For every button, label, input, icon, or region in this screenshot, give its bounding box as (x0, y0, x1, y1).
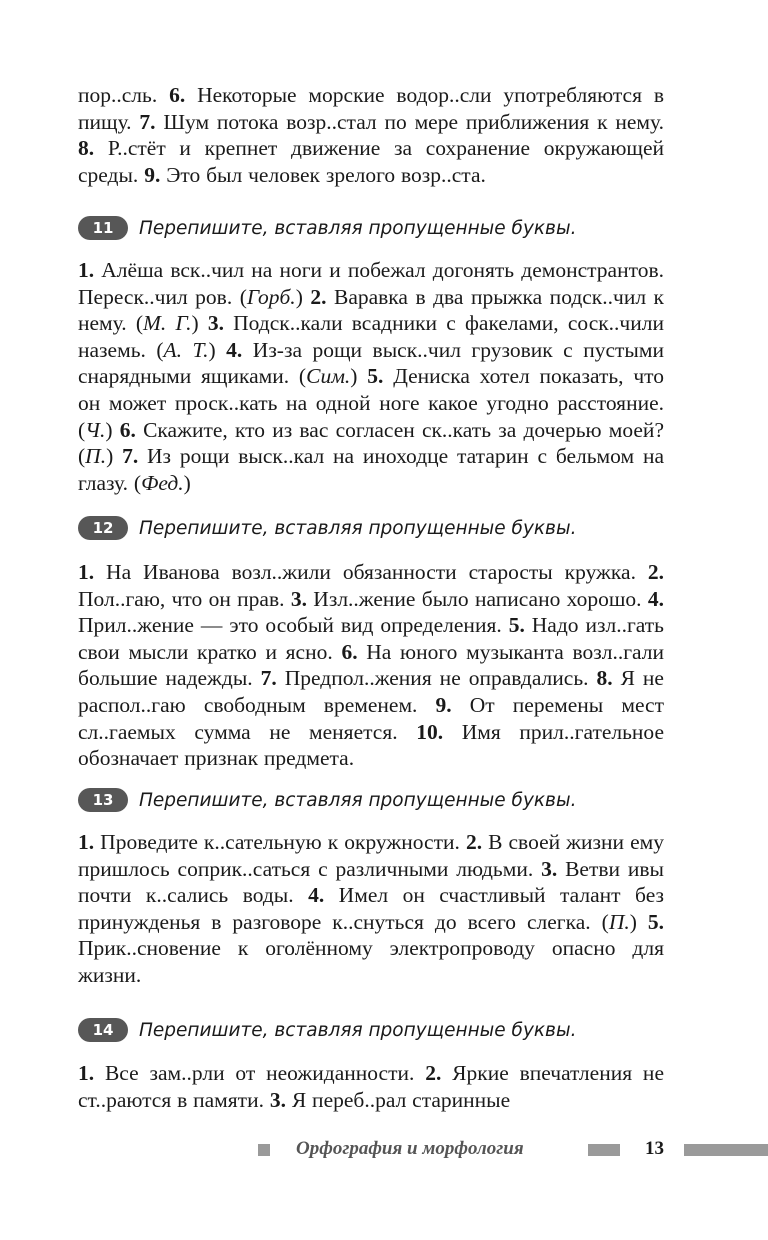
sentence-text: В своей жизни ему пришлось соприк..саться с различными людьми. (78, 830, 665, 881)
item-number: 7. (139, 109, 156, 134)
footer-square-marker (258, 1144, 270, 1156)
sentence-text: Яркие впечатления не ст..раются в памяти. (78, 1061, 664, 1112)
task-11-text (78, 257, 664, 496)
task-instruction: Перепишите, вставляя пропущенные буквы. (139, 789, 577, 811)
sentence-text: На юного музыканта возл..гали большие надежды. (78, 639, 664, 691)
item-number: 2. (465, 830, 483, 854)
footer-bar-marker (588, 1144, 620, 1156)
sentence-text: ) (350, 364, 368, 389)
task-instruction: Перепишите, вставляя пропущенные буквы. (139, 1019, 577, 1041)
sentence-text: пор..сль. (78, 83, 170, 107)
item-number: 9. (144, 162, 161, 187)
item-number: 2. (647, 560, 664, 584)
sentence-text: На Иванова возл..жили обязанности старосты кружка. (94, 560, 648, 584)
task-number-badge: 13 (78, 788, 128, 812)
task-12-header (78, 512, 576, 544)
sentence-text: Все зам..рли от неожиданности. (94, 1061, 426, 1085)
sentence-text: ) (191, 311, 208, 336)
sentence-text: Прик..сновение к оголённому электропроводу опасно для жизни. (78, 936, 664, 987)
task-number-badge: 11 (78, 216, 128, 240)
author-attribution: П. (85, 444, 107, 469)
sentence-text: Это был человек зрелого возр..ста. (160, 162, 486, 187)
sentence-text: Ветви ивы почти к..сались воды. (78, 856, 664, 908)
author-attribution: М. Г. (142, 311, 192, 336)
item-number: 9. (435, 692, 452, 717)
sentence-text: Подск..кали всадники с факелами, соск..чили наземь. ( (78, 311, 664, 362)
item-number: 6. (169, 83, 186, 107)
task-number-badge: 14 (78, 1018, 128, 1042)
author-attribution: Сим. (306, 364, 351, 389)
sentence-text: Пол..гаю, что он прав. (78, 586, 291, 611)
item-number: 2. (310, 284, 327, 309)
author-attribution: Ч. (85, 417, 106, 442)
sentence-text: Надо изл..гать свои мысли кратко и ясно. (78, 613, 664, 664)
task-10-continuation (78, 82, 664, 188)
sentence-text: Проведите к..сательную к окружности. (94, 830, 466, 854)
sentence-text: Дениска хотел показать, что он может проск..кать на одной ноге какое угодно расстояние. ( (78, 364, 664, 442)
author-attribution: Фед. (141, 470, 184, 495)
sentence-text: Я не распол..гаю свободным временем. (78, 666, 664, 717)
item-number: 3. (269, 1087, 286, 1112)
sentence-text: Р..стёт и крепнет движение за сохранение окружающей среды. (78, 136, 664, 187)
item-number: 8. (78, 136, 95, 161)
author-attribution: А. Т. (163, 337, 209, 362)
author-attribution: П. (608, 909, 630, 934)
sentence-text: Предпол..жения не оправдались. (276, 666, 597, 691)
footer-bar-marker (684, 1144, 768, 1156)
item-number: 3. (541, 856, 558, 881)
page-number: 13 (645, 1138, 664, 1159)
item-number: 7. (122, 444, 139, 469)
sentence-text: Некоторые морские водор..сли употребляются в пищу. (78, 83, 664, 134)
item-number: 1. (78, 1061, 95, 1085)
item-number: 10. (416, 719, 444, 744)
sentence-text: Варавка в два прыжка подск..чил к нему. ( (78, 284, 664, 336)
item-number: 3. (207, 311, 224, 336)
sentence-text: ) (295, 284, 311, 309)
item-number: 1. (78, 258, 95, 282)
item-number: 5. (508, 613, 525, 638)
sentence-text: Из рощи выск..кал на иноходце татарин с бельмом на глазу. ( (78, 444, 664, 495)
sentence-text: Изл..жение было написано хорошо. (306, 586, 648, 611)
item-number: 1. (78, 830, 95, 854)
page-footer (0, 1138, 768, 1164)
running-section-title: Орфография и морфология (296, 1138, 524, 1159)
task-12-text (78, 559, 664, 772)
task-14-text (78, 1060, 664, 1113)
item-number: 5. (367, 364, 384, 389)
sentence-text: Из-за рощи выск..чил грузовик с пустыми снарядными ящиками. ( (78, 337, 664, 389)
task-number-badge: 12 (78, 516, 128, 540)
task-14-header (78, 1014, 576, 1046)
sentence-text: ) (208, 337, 227, 362)
task-instruction: Перепишите, вставляя пропущенные буквы. (139, 217, 577, 239)
item-number: 4. (647, 586, 664, 611)
sentence-text: Имел он счастливый талант без принужденья в разговоре к..снуться до всего слегка. ( (78, 883, 665, 934)
sentence-text: Прил..жение — это особый вид определения. (78, 613, 509, 638)
task-instruction: Перепишите, вставляя пропущенные буквы. (139, 517, 577, 539)
sentence-text: ) (106, 444, 123, 469)
item-number: 6. (341, 639, 358, 664)
sentence-text: ) (183, 470, 191, 495)
item-number: 4. (308, 883, 325, 908)
sentence-text: ) (105, 417, 120, 442)
item-number: 4. (226, 337, 243, 362)
item-number: 1. (78, 560, 95, 584)
sentence-text: Шум потока возр..стал по мере приближения к нему. (155, 109, 664, 134)
item-number: 6. (119, 417, 136, 442)
item-number: 3. (290, 586, 307, 611)
task-11-header (78, 212, 576, 244)
sentence-text: Алёша вск..чил на ноги и побежал догонять демонстрантов. Переск..чил ров. ( (78, 258, 664, 309)
task-13-text (78, 829, 664, 989)
item-number: 2. (425, 1061, 442, 1085)
task-13-header (78, 784, 576, 816)
sentence-text: От перемены мест сл..гаемых сумма не меняется. (78, 692, 664, 744)
author-attribution: Горб. (246, 284, 296, 309)
sentence-text: Скажите, кто из вас согласен ск..кать за дочерью моей? ( (78, 417, 664, 469)
sentence-text: Имя прил..гательное обозначает признак предмета. (78, 719, 664, 771)
sentence-text: Я переб..рал старинные (285, 1087, 511, 1112)
item-number: 7. (260, 666, 277, 691)
item-number: 5. (647, 909, 664, 934)
sentence-text: ) (629, 909, 648, 934)
item-number: 8. (596, 666, 613, 691)
